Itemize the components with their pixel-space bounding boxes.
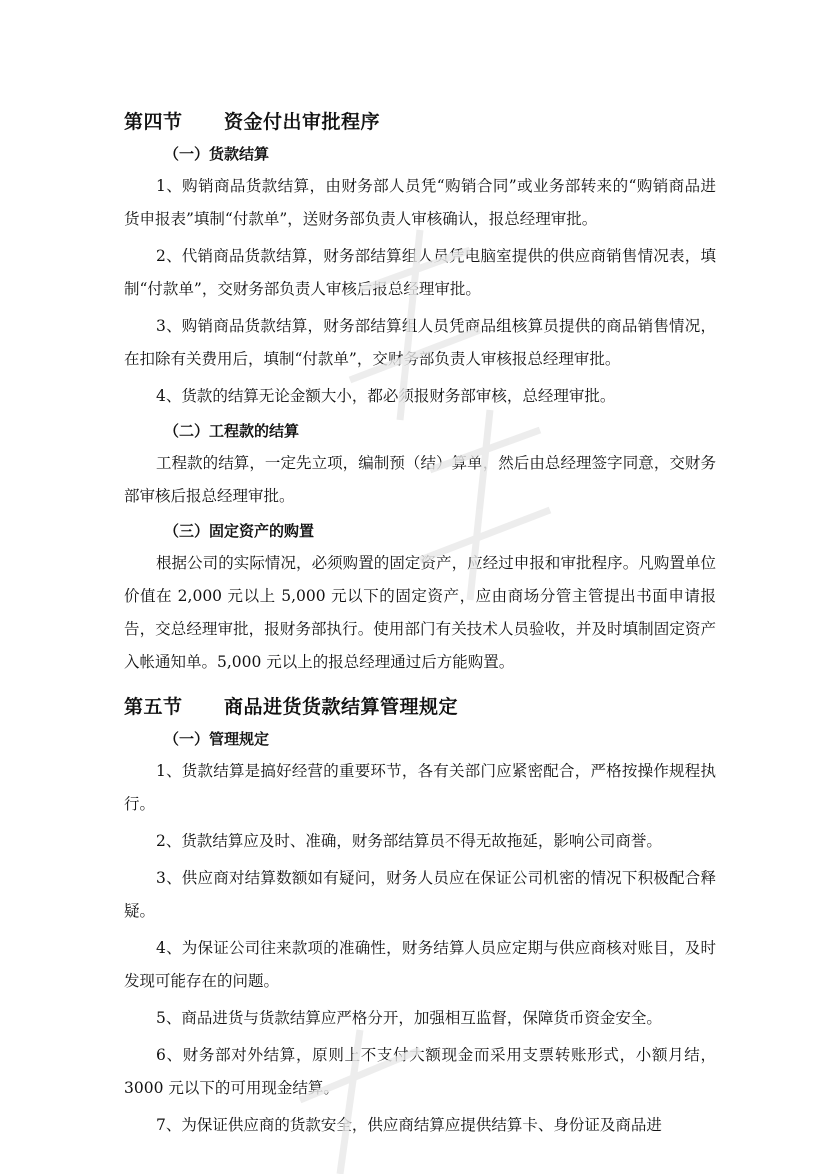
subsection-heading: （二）工程款的结算 <box>164 422 300 440</box>
paragraph: 2、代销商品货款结算，财务部结算组人员凭电脑室提供的供应商销售情况表，填制“付款单”，交财务部负责人审核后报总经理审批。 <box>124 247 716 298</box>
paragraph: 4、货款的结算无论金额大小，都必须报财务部审核，总经理审批。 <box>156 387 616 405</box>
paragraph: 6、财务部对外结算，原则上不支付大额现金而采用支票转账形式，小额月结，3000 元以下的可用现金结算。 <box>124 1046 716 1097</box>
section-5-title: 商品进货货款结算管理规定 <box>224 696 459 718</box>
paragraph: 5、商品进货与货款结算应严格分开，加强相互监督，保障货币资金安全。 <box>156 1009 662 1027</box>
paragraph: 7、为保证供应商的货款安全，供应商结算应提供结算卡、身份证及商品进 <box>156 1116 662 1134</box>
section-4-heading <box>124 108 716 136</box>
subsection-heading: （三）固定资产的购置 <box>164 522 315 540</box>
section-5-number: 第五节 <box>124 696 183 718</box>
subsection-heading: （一）货款结算 <box>164 145 270 163</box>
paragraph: 2、货款结算应及时、准确，财务部结算员不得无故拖延，影响公司商誉。 <box>156 832 662 850</box>
section-5-heading <box>124 693 716 721</box>
paragraph: 3、购销商品货款结算，财务部结算组人员凭商品组核算员提供的商品销售情况，在扣除有关费用后，填制“付款单”，交财务部负责人审核报总经理审批。 <box>124 317 716 368</box>
paragraph: 根据公司的实际情况，必须购置的固定资产，应经过申报和审批程序。凡购置单位价值在 2,000 元以上 5,000 元以下的固定资产，应由商场分管主管提出书面申请报告，交总经理审批，报财务部执行。使用部门有关技术人员验收，并及时填制固定资产入帐通知单。5,000 元以上的报总经理通过后方能购置。 <box>124 554 716 671</box>
paragraph: 4、为保证公司往来款项的准确性，财务结算人员应定期与供应商核对账目，及时发现可能存在的问题。 <box>124 939 716 990</box>
paragraph: 1、货款结算是搞好经营的重要环节，各有关部门应紧密配合，严格按操作规程执行。 <box>124 762 716 813</box>
subsection-heading: （一）管理规定 <box>164 730 270 748</box>
section-4-title: 资金付出审批程序 <box>224 111 381 133</box>
section-4-number: 第四节 <box>124 111 183 133</box>
paragraph: 1、购销商品货款结算，由财务部人员凭“购销合同”或业务部转来的“购销商品进货申报表”填制“付款单”，送财务部负责人审核确认，报总经理审批。 <box>124 177 716 228</box>
paragraph: 3、供应商对结算数额如有疑问，财务人员应在保证公司机密的情况下积极配合释疑。 <box>124 869 716 920</box>
paragraph: 工程款的结算，一定先立项，编制预（结）算单，然后由总经理签字同意，交财务部审核后报总经理审批。 <box>124 454 716 505</box>
